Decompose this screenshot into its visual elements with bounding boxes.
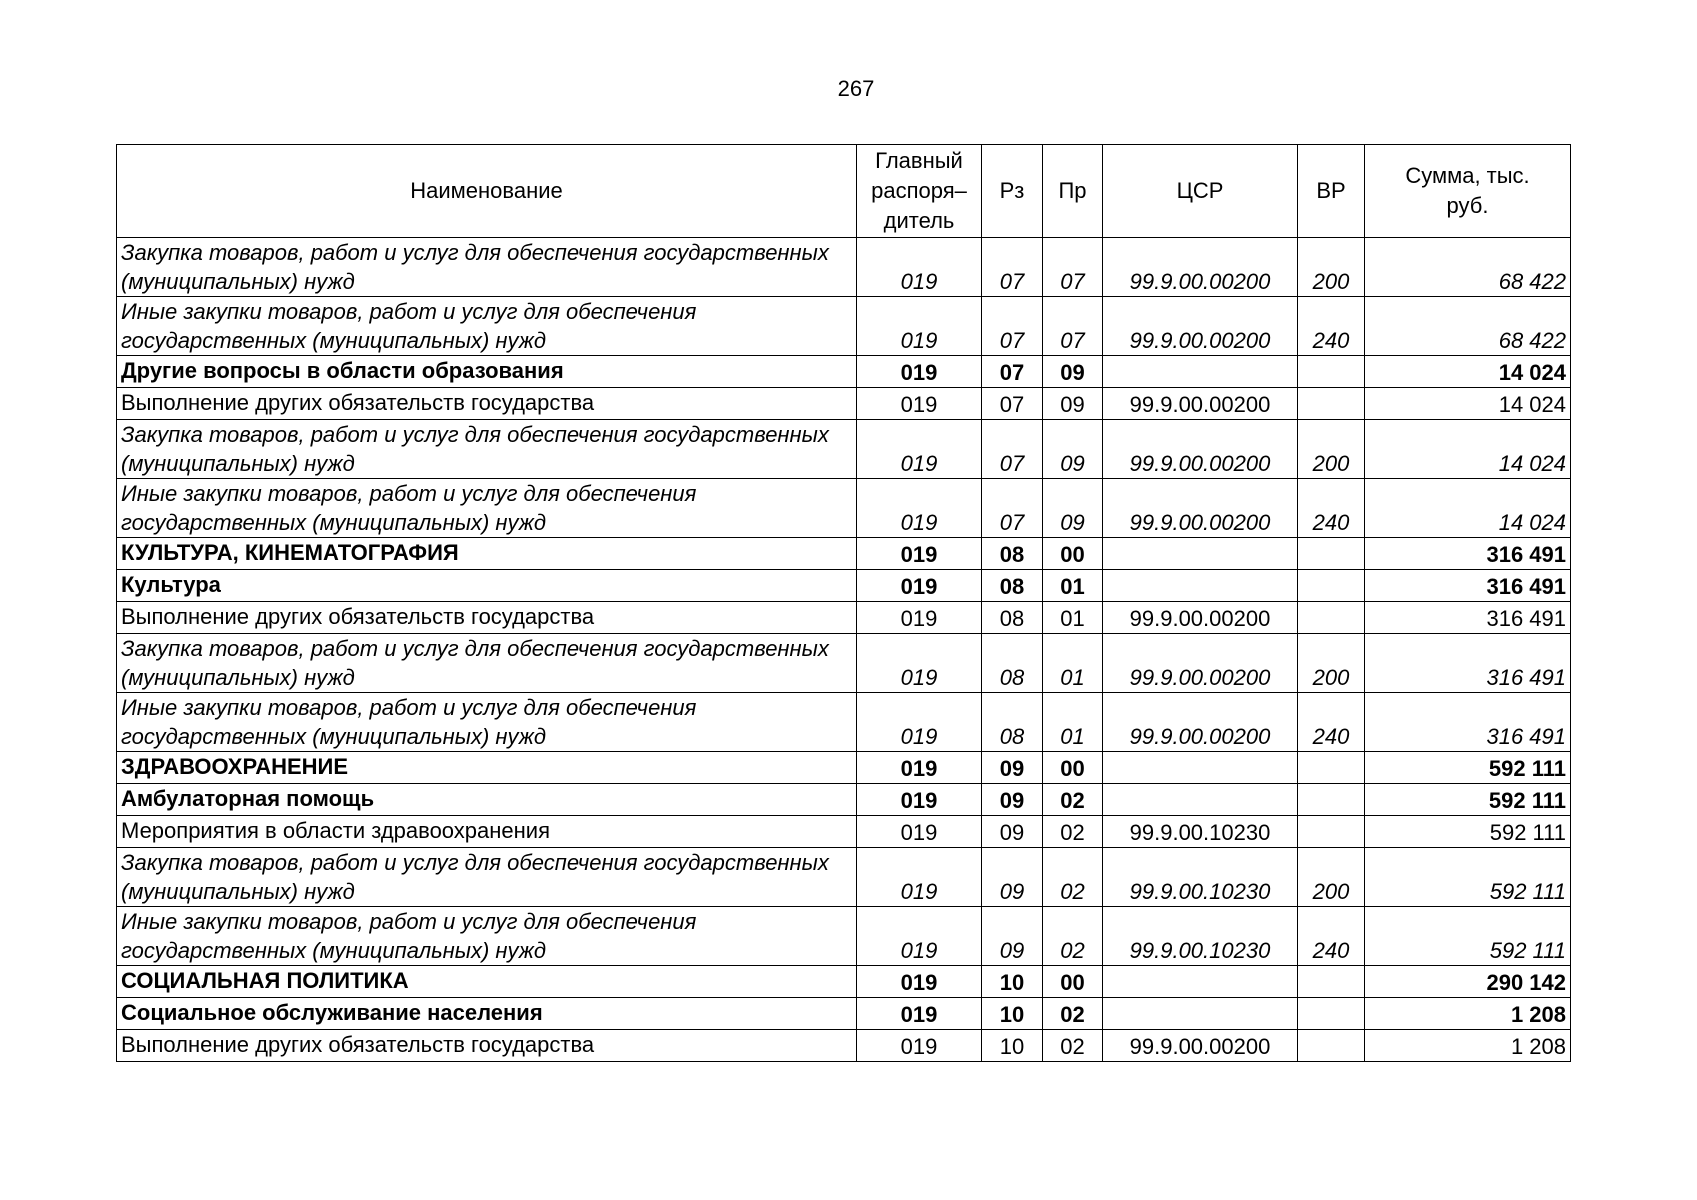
cell-csr	[1103, 356, 1298, 388]
cell-vr: 200	[1298, 634, 1365, 693]
table-row	[117, 784, 1571, 816]
cell-vr	[1298, 1030, 1365, 1062]
cell-glavny: 019	[857, 848, 982, 907]
cell-name: Другие вопросы в области образования	[117, 356, 857, 388]
cell-glavny: 019	[857, 634, 982, 693]
cell-glavny: 019	[857, 297, 982, 356]
cell-csr: 99.9.00.00200	[1103, 420, 1298, 479]
cell-vr: 200	[1298, 420, 1365, 479]
page-number: 267	[837, 76, 875, 101]
cell-name: Выполнение других обязательств государства	[117, 602, 857, 634]
cell-sum: 14 024	[1365, 356, 1571, 388]
cell-name: Закупка товаров, работ и услуг для обеспечения государственных (муниципальных) нужд	[117, 634, 857, 693]
table-row	[117, 297, 1571, 356]
table-row	[117, 907, 1571, 966]
cell-csr: 99.9.00.00200	[1103, 297, 1298, 356]
cell-vr	[1298, 784, 1365, 816]
cell-sum: 14 024	[1365, 479, 1571, 538]
cell-pr: 00	[1043, 752, 1103, 784]
cell-pr: 02	[1043, 1030, 1103, 1062]
cell-sum: 592 111	[1365, 816, 1571, 848]
header-glavny: Главный распоря– дитель	[857, 145, 982, 238]
cell-pr: 01	[1043, 693, 1103, 752]
cell-pr: 02	[1043, 848, 1103, 907]
cell-rz: 08	[982, 693, 1043, 752]
table-row	[117, 634, 1571, 693]
cell-pr: 01	[1043, 570, 1103, 602]
cell-sum: 1 208	[1365, 1030, 1571, 1062]
cell-csr: 99.9.00.00200	[1103, 479, 1298, 538]
cell-csr	[1103, 966, 1298, 998]
cell-rz: 09	[982, 784, 1043, 816]
cell-sum: 316 491	[1365, 693, 1571, 752]
cell-rz: 08	[982, 602, 1043, 634]
cell-glavny: 019	[857, 420, 982, 479]
cell-name: Иные закупки товаров, работ и услуг для обеспечения государственных (муниципальных) нужд	[117, 693, 857, 752]
cell-csr: 99.9.00.00200	[1103, 1030, 1298, 1062]
cell-pr: 00	[1043, 538, 1103, 570]
cell-glavny: 019	[857, 816, 982, 848]
cell-glavny: 019	[857, 388, 982, 420]
cell-csr: 99.9.00.00200	[1103, 238, 1298, 297]
cell-vr: 240	[1298, 297, 1365, 356]
cell-name: Выполнение других обязательств государства	[117, 1030, 857, 1062]
table-row	[117, 693, 1571, 752]
cell-glavny: 019	[857, 784, 982, 816]
cell-rz: 09	[982, 816, 1043, 848]
table-row	[117, 998, 1571, 1030]
cell-vr: 240	[1298, 693, 1365, 752]
cell-name: Иные закупки товаров, работ и услуг для обеспечения государственных (муниципальных) нужд	[117, 479, 857, 538]
cell-sum: 592 111	[1365, 784, 1571, 816]
cell-name: Закупка товаров, работ и услуг для обеспечения государственных (муниципальных) нужд	[117, 238, 857, 297]
cell-sum: 68 422	[1365, 297, 1571, 356]
cell-glavny: 019	[857, 1030, 982, 1062]
cell-name: Мероприятия в области здравоохранения	[117, 816, 857, 848]
cell-rz: 08	[982, 570, 1043, 602]
cell-csr	[1103, 538, 1298, 570]
cell-rz: 09	[982, 752, 1043, 784]
cell-name: Иные закупки товаров, работ и услуг для обеспечения государственных (муниципальных) нужд	[117, 907, 857, 966]
cell-sum: 316 491	[1365, 602, 1571, 634]
cell-pr: 01	[1043, 602, 1103, 634]
cell-pr: 02	[1043, 784, 1103, 816]
cell-glavny: 019	[857, 966, 982, 998]
cell-pr: 02	[1043, 907, 1103, 966]
table-row	[117, 966, 1571, 998]
cell-rz: 08	[982, 538, 1043, 570]
cell-name: Культура	[117, 570, 857, 602]
table-row	[117, 1030, 1571, 1062]
cell-pr: 09	[1043, 356, 1103, 388]
cell-glavny: 019	[857, 238, 982, 297]
cell-name: Социальное обслуживание населения	[117, 998, 857, 1030]
cell-sum: 592 111	[1365, 848, 1571, 907]
cell-rz: 07	[982, 356, 1043, 388]
header-csr: ЦСР	[1103, 145, 1298, 238]
cell-vr	[1298, 388, 1365, 420]
cell-vr	[1298, 966, 1365, 998]
cell-name: Закупка товаров, работ и услуг для обеспечения государственных (муниципальных) нужд	[117, 420, 857, 479]
cell-pr: 07	[1043, 238, 1103, 297]
table-row	[117, 420, 1571, 479]
cell-csr: 99.9.00.00200	[1103, 388, 1298, 420]
table-row	[117, 848, 1571, 907]
cell-csr: 99.9.00.10230	[1103, 907, 1298, 966]
cell-pr: 09	[1043, 479, 1103, 538]
cell-sum: 290 142	[1365, 966, 1571, 998]
cell-csr: 99.9.00.00200	[1103, 693, 1298, 752]
cell-rz: 09	[982, 848, 1043, 907]
cell-sum: 592 111	[1365, 907, 1571, 966]
cell-glavny: 019	[857, 998, 982, 1030]
table-row	[117, 602, 1571, 634]
cell-rz: 07	[982, 297, 1043, 356]
cell-vr	[1298, 570, 1365, 602]
cell-sum: 68 422	[1365, 238, 1571, 297]
cell-pr: 02	[1043, 998, 1103, 1030]
budget-table	[116, 144, 1571, 1062]
cell-glavny: 019	[857, 693, 982, 752]
cell-sum: 316 491	[1365, 570, 1571, 602]
cell-rz: 07	[982, 420, 1043, 479]
cell-csr	[1103, 752, 1298, 784]
cell-glavny: 019	[857, 602, 982, 634]
table-body	[117, 238, 1571, 1062]
cell-csr: 99.9.00.00200	[1103, 634, 1298, 693]
cell-sum: 14 024	[1365, 388, 1571, 420]
cell-rz: 07	[982, 238, 1043, 297]
cell-name: ЗДРАВООХРАНЕНИЕ	[117, 752, 857, 784]
cell-glavny: 019	[857, 907, 982, 966]
cell-glavny: 019	[857, 538, 982, 570]
cell-sum: 14 024	[1365, 420, 1571, 479]
cell-sum: 316 491	[1365, 634, 1571, 693]
cell-glavny: 019	[857, 479, 982, 538]
cell-csr: 99.9.00.10230	[1103, 848, 1298, 907]
cell-vr: 240	[1298, 907, 1365, 966]
cell-pr: 02	[1043, 816, 1103, 848]
table-row	[117, 752, 1571, 784]
cell-csr	[1103, 998, 1298, 1030]
cell-vr	[1298, 602, 1365, 634]
cell-sum: 1 208	[1365, 998, 1571, 1030]
cell-pr: 09	[1043, 420, 1103, 479]
cell-csr: 99.9.00.10230	[1103, 816, 1298, 848]
cell-name: КУЛЬТУРА, КИНЕМАТОГРАФИЯ	[117, 538, 857, 570]
cell-name: Выполнение других обязательств государства	[117, 388, 857, 420]
table-row	[117, 479, 1571, 538]
cell-name: Иные закупки товаров, работ и услуг для обеспечения государственных (муниципальных) нужд	[117, 297, 857, 356]
cell-vr	[1298, 752, 1365, 784]
cell-glavny: 019	[857, 752, 982, 784]
cell-rz: 10	[982, 966, 1043, 998]
table-row	[117, 816, 1571, 848]
header-vr: ВР	[1298, 145, 1365, 238]
table-row	[117, 388, 1571, 420]
cell-vr	[1298, 816, 1365, 848]
table-header-row	[117, 145, 1571, 238]
cell-vr: 200	[1298, 238, 1365, 297]
cell-rz: 08	[982, 634, 1043, 693]
cell-name: Закупка товаров, работ и услуг для обеспечения государственных (муниципальных) нужд	[117, 848, 857, 907]
cell-name: Амбулаторная помощь	[117, 784, 857, 816]
cell-rz: 07	[982, 479, 1043, 538]
header-rz: Рз	[982, 145, 1043, 238]
cell-vr: 200	[1298, 848, 1365, 907]
cell-vr	[1298, 998, 1365, 1030]
header-sum: Сумма, тыс. руб.	[1365, 145, 1571, 238]
cell-sum: 316 491	[1365, 538, 1571, 570]
cell-glavny: 019	[857, 570, 982, 602]
cell-name: СОЦИАЛЬНАЯ ПОЛИТИКА	[117, 966, 857, 998]
cell-pr: 01	[1043, 634, 1103, 693]
cell-sum: 592 111	[1365, 752, 1571, 784]
table-row	[117, 356, 1571, 388]
header-name: Наименование	[117, 145, 857, 238]
cell-vr: 240	[1298, 479, 1365, 538]
header-pr: Пр	[1043, 145, 1103, 238]
cell-csr	[1103, 784, 1298, 816]
table-row	[117, 538, 1571, 570]
cell-csr: 99.9.00.00200	[1103, 602, 1298, 634]
cell-rz: 09	[982, 907, 1043, 966]
cell-vr	[1298, 538, 1365, 570]
cell-rz: 10	[982, 1030, 1043, 1062]
table-row	[117, 570, 1571, 602]
cell-csr	[1103, 570, 1298, 602]
cell-glavny: 019	[857, 356, 982, 388]
cell-rz: 07	[982, 388, 1043, 420]
cell-pr: 07	[1043, 297, 1103, 356]
cell-pr: 00	[1043, 966, 1103, 998]
table-row	[117, 238, 1571, 297]
cell-rz: 10	[982, 998, 1043, 1030]
cell-pr: 09	[1043, 388, 1103, 420]
cell-vr	[1298, 356, 1365, 388]
